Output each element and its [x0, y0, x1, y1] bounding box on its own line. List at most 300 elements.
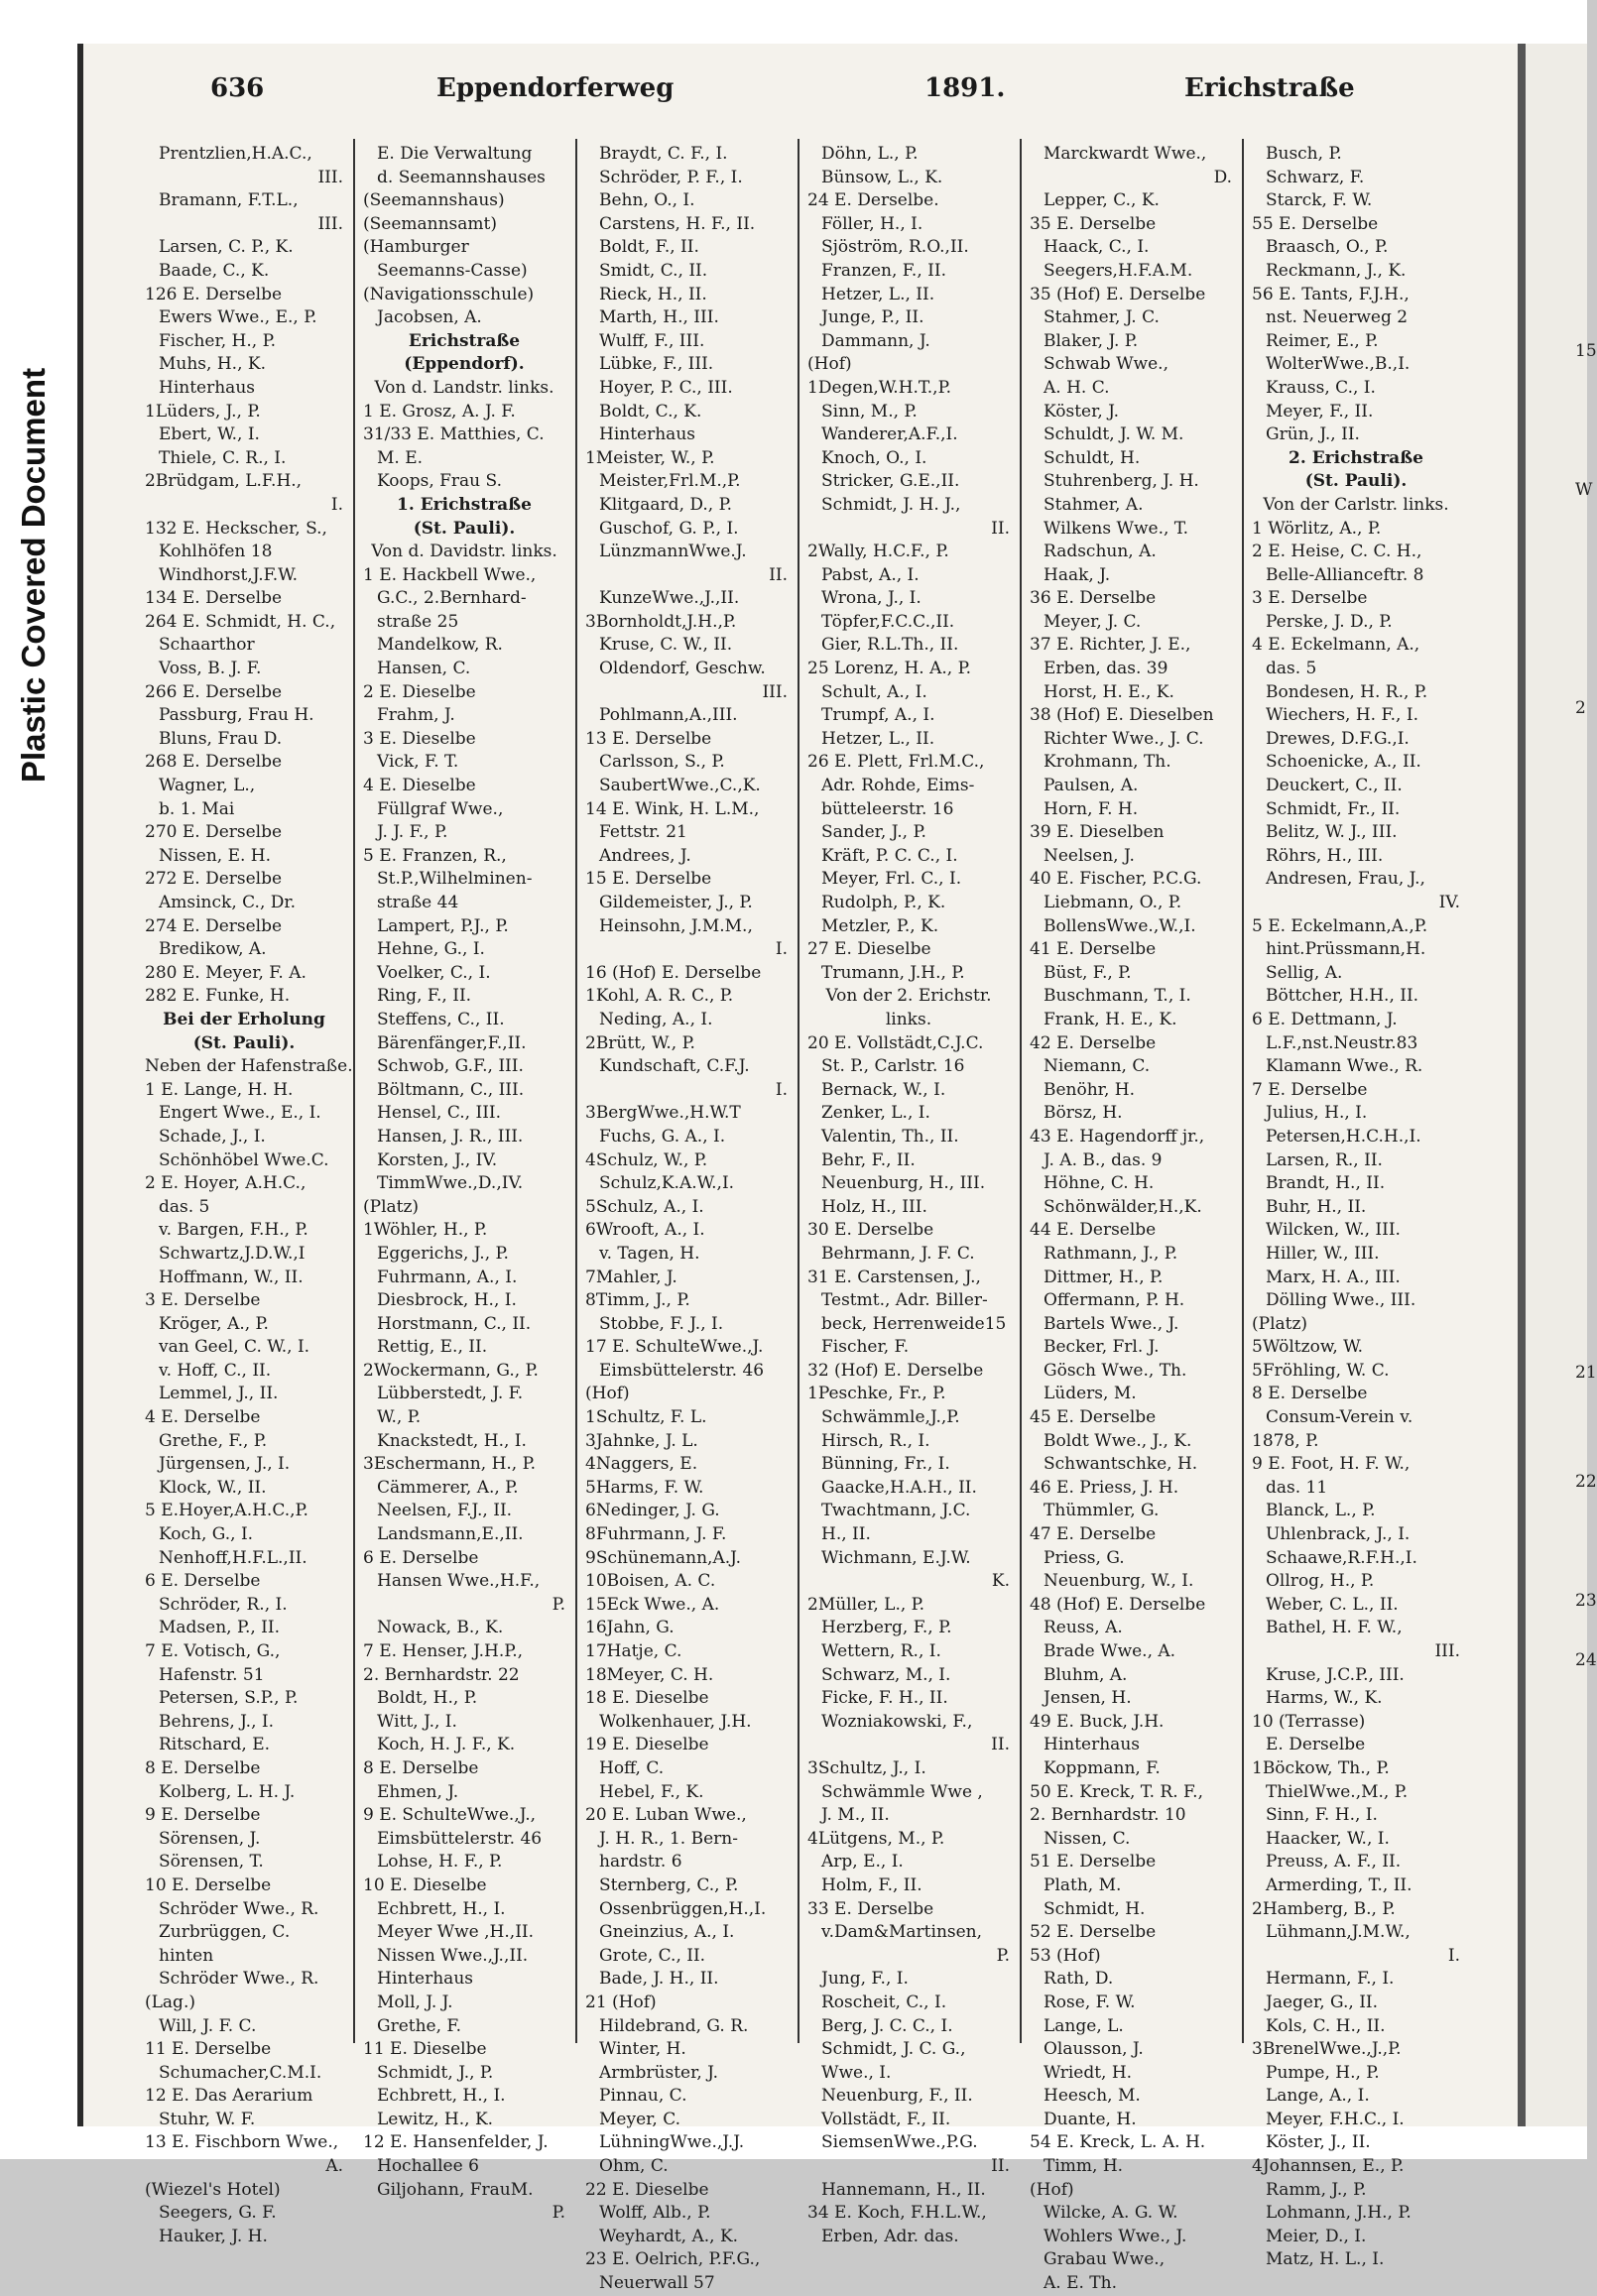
- directory-entry-line: Herzberg, F., P.: [821, 1618, 952, 1638]
- directory-entry-line: ThielWwe.,M., P.: [1266, 1781, 1409, 1802]
- directory-entry-line: Von der Carlstr. links.: [1263, 494, 1449, 515]
- directory-entry-line: G.C., 2.Bernhard-: [377, 588, 527, 609]
- directory-entry-line: 270 E. Derselbe: [145, 822, 283, 843]
- directory-entry-line: Stuhr, W. F.: [159, 2109, 256, 2129]
- directory-entry-line: Benöhr, H.: [1044, 1079, 1135, 1100]
- column-divider: [353, 139, 355, 2043]
- directory-entry-line: Fuhrmann, A., I.: [377, 1267, 518, 1287]
- directory-entry-line: 1Peschke, Fr., P.: [807, 1384, 946, 1404]
- directory-entry-line: IV.: [1438, 893, 1460, 912]
- directory-entry-line: Schröder, R., I.: [159, 1594, 288, 1615]
- directory-entry-line: Böltmann, C., III.: [377, 1079, 525, 1100]
- directory-entry-line: Hermann, F., I.: [1266, 1969, 1395, 1990]
- directory-entry-line: Wilcke, A. G. W.: [1044, 2203, 1178, 2224]
- directory-entry-line: Wanderer,A.F.,I.: [821, 424, 958, 445]
- directory-entry-line: Thiele, C. R., I.: [159, 447, 287, 468]
- directory-entry-line: Hildebrand, G. R.: [599, 2015, 749, 2036]
- directory-entry-line: St.P.,Wilhelminen-: [377, 869, 533, 890]
- adjacent-page-fragment: 23: [1575, 1591, 1597, 1611]
- directory-entry-line: hint.Prüssmann,H.: [1266, 939, 1426, 960]
- directory-entry-line: 44 E. Derselbe: [1030, 1220, 1157, 1241]
- directory-entry-line: Meier, D., I.: [1266, 2226, 1367, 2246]
- directory-entry-line: Grün, J., II.: [1266, 424, 1360, 445]
- directory-entry-line: Madsen, P., II.: [159, 1618, 281, 1638]
- directory-entry-line: Bredikow, A.: [159, 939, 267, 960]
- directory-entry-line: 9Schünemann,A.J.: [585, 1547, 742, 1568]
- directory-entry-line: Lübke, F., III.: [599, 354, 714, 375]
- directory-entry-line: 3Bornholdt,J.H.,P.: [585, 611, 737, 632]
- directory-entry-line: Fischer, H., P.: [159, 330, 276, 351]
- directory-entry-line: 4Schulz, W., P.: [585, 1149, 708, 1170]
- directory-entry-line: 4Johannsen, E., P.: [1252, 2156, 1405, 2177]
- directory-entry-line: Cämmerer, A., P.: [377, 1477, 519, 1498]
- directory-entry-line: Lepper, C., K.: [1044, 190, 1160, 211]
- directory-entry-line: Sternberg, C., P.: [599, 1874, 739, 1895]
- directory-entry-line: Timm, H.: [1044, 2156, 1124, 2177]
- directory-entry-line: v. Tagen, H.: [599, 1243, 700, 1264]
- directory-entry-line: Lampert, P.J., P.: [377, 915, 509, 936]
- page-number: 636: [210, 73, 265, 103]
- directory-entry-line: Von der 2. Erichstr.: [825, 986, 992, 1007]
- directory-entry-line: Hoffmann, W., II.: [159, 1267, 304, 1287]
- directory-entry-line: E. Derselbe: [1266, 1735, 1366, 1755]
- directory-entry-line: Köster, J.: [1044, 401, 1120, 422]
- directory-entry-line: Bluns, Frau D.: [159, 728, 283, 749]
- directory-entry-line: 15 E. Derselbe: [585, 869, 712, 890]
- directory-entry-line: Gaacke,H.A.H., II.: [821, 1477, 977, 1498]
- directory-entry-line: Höhne, C. H.: [1044, 1173, 1155, 1194]
- directory-entry-line: Guschof, G. P., I.: [599, 518, 739, 539]
- directory-entry-line: Wwe., I.: [821, 2062, 892, 2083]
- directory-entry-line: Hensel, C., III.: [377, 1103, 502, 1124]
- directory-entry-line: Engert Wwe., E., I.: [159, 1103, 321, 1124]
- directory-entry-line: Marx, H. A., III.: [1266, 1267, 1401, 1287]
- directory-entry-line: Blaker, J. P.: [1044, 330, 1139, 351]
- directory-entry-line: Gösch Wwe., Th.: [1044, 1360, 1187, 1381]
- directory-entry-line: 42 E. Derselbe: [1030, 1032, 1157, 1053]
- directory-entry-line: Krohmann, Th.: [1044, 752, 1171, 773]
- directory-entry-line: 2. Bernhardstr. 10: [1030, 1805, 1186, 1826]
- directory-entry-line: Thümmler, G.: [1044, 1501, 1160, 1521]
- directory-entry-line: das. 11: [1266, 1477, 1328, 1498]
- directory-entry-line: 32 (Hof) E. Derselbe: [807, 1360, 984, 1381]
- directory-entry-line: straße 25: [377, 611, 459, 632]
- directory-entry-line: Eimsbüttelerstr. 46: [599, 1360, 765, 1381]
- directory-entry-line: Windhorst,J.F.W.: [159, 564, 299, 585]
- directory-entry-line: 1 Wörlitz, A., P.: [1252, 518, 1382, 539]
- directory-entry-line: J. J. F., P.: [377, 822, 448, 843]
- directory-entry-line: Wrona, J., I.: [821, 588, 921, 609]
- directory-entry-line: Stahmer, A.: [1044, 494, 1144, 515]
- directory-entry-line: Mandelkow, R.: [377, 635, 503, 656]
- directory-entry-line: 1Schultz, F. L.: [585, 1407, 707, 1428]
- directory-entry-line: 5 E.Hoyer,A.H.C.,P.: [145, 1501, 308, 1521]
- directory-entry-line: Hetzer, L., II.: [821, 284, 935, 304]
- directory-entry-line: Hochallee 6: [377, 2156, 479, 2177]
- directory-entry-line: Schade, J., I.: [159, 1126, 266, 1147]
- directory-entry-line: Olausson, J.: [1044, 2039, 1144, 2060]
- directory-entry-line: 19 E. Dieselbe: [585, 1735, 709, 1755]
- directory-entry-line: Frank, H. E., K.: [1044, 1009, 1177, 1029]
- directory-entry-line: Knoch, O., I.: [821, 447, 927, 468]
- directory-entry-line: Schröder, P. F., I.: [599, 167, 743, 187]
- directory-entry-line: Kruse, C. W., II.: [599, 635, 733, 656]
- directory-entry-line: Wilkens Wwe., T.: [1044, 518, 1189, 539]
- directory-entry-line: A. E. Th.: [1044, 2273, 1117, 2294]
- directory-entry-line: Gier, R.L.Th., II.: [821, 635, 959, 656]
- directory-entry-line: 2. Erichstraße: [1289, 447, 1423, 468]
- directory-entry-line: Stricker, G.E.,II.: [821, 471, 960, 492]
- directory-entry-line: Hannemann, H., II.: [821, 2179, 986, 2200]
- directory-entry-line: Neuenburg, H., III.: [821, 1173, 986, 1194]
- directory-entry-line: 6 E. Dettmann, J.: [1252, 1009, 1398, 1029]
- directory-entry-line: Ebert, W., I.: [159, 424, 260, 445]
- directory-entry-line: 272 E. Derselbe: [145, 869, 283, 890]
- directory-entry-line: (Seemannsamt): [363, 213, 497, 234]
- directory-entry-line: J. H. R., 1. Bern-: [599, 1828, 738, 1849]
- directory-entry-line: Wichmann, E.J.W.: [821, 1547, 971, 1568]
- directory-entry-line: LünzmannWwe.J.: [599, 542, 747, 562]
- directory-entry-line: Seemanns-Casse): [377, 260, 528, 281]
- column-1: [145, 143, 353, 2246]
- directory-entry-line: 38 (Hof) E. Dieselben: [1030, 705, 1214, 726]
- directory-entry-line: 1Kohl, A. R. C., P.: [585, 986, 734, 1007]
- directory-entry-line: Schwarz, F.: [1266, 167, 1365, 187]
- directory-entry-line: Kohlhöfen 18: [159, 542, 273, 562]
- directory-entry-line: 10Boisen, A. C.: [585, 1571, 716, 1592]
- directory-entry-line: Füllgraf Wwe.,: [377, 798, 504, 819]
- directory-entry-line: 1878, P.: [1252, 1430, 1319, 1451]
- directory-entry-line: 5Harms, F. W.: [585, 1477, 704, 1498]
- directory-entry-line: Meister,Frl.M.,P.: [599, 471, 741, 492]
- directory-entry-line: M. E.: [377, 447, 424, 468]
- directory-entry-line: Heinsohn, J.M.M.,: [599, 915, 753, 936]
- directory-entry-line: Wiechers, H. F., I.: [1266, 705, 1418, 726]
- directory-entry-line: III.: [317, 167, 343, 187]
- directory-entry-line: 7Mahler, J.: [585, 1267, 677, 1287]
- directory-entry-line: beck, Herrenweide15: [821, 1313, 1007, 1334]
- directory-entry-line: I.: [775, 1079, 788, 1100]
- directory-entry-line: 6 E. Derselbe: [363, 1547, 479, 1568]
- directory-entry-line: Passburg, Frau H.: [159, 705, 314, 726]
- directory-entry-line: (Eppendorf).: [404, 354, 525, 375]
- directory-entry-line: Hetzer, L., II.: [821, 728, 935, 749]
- directory-entry-line: Boldt, C., K.: [599, 401, 702, 422]
- directory-entry-line: 1 E. Grosz, A. J. F.: [363, 401, 516, 422]
- directory-entry-line: SaubertWwe.,C.,K.: [599, 776, 761, 796]
- directory-entry-line: links.: [885, 1009, 932, 1029]
- directory-entry-line: Rathmann, J., P.: [1044, 1243, 1178, 1264]
- directory-entry-line: Fettstr. 21: [599, 822, 687, 843]
- directory-entry-line: Schumacher,C.M.I.: [159, 2062, 322, 2083]
- directory-entry-line: straße 44: [377, 893, 459, 912]
- directory-entry-line: Lemmel, J., II.: [159, 1384, 279, 1404]
- directory-entry-line: Offermann, P. H.: [1044, 1290, 1185, 1311]
- directory-entry-line: Schaawe,R.F.H.,I.: [1266, 1547, 1417, 1568]
- directory-entry-line: Schult, A., I.: [821, 681, 927, 702]
- directory-entry-line: Busch, P.: [1266, 144, 1342, 164]
- directory-entry-line: Priess, G.: [1044, 1547, 1125, 1568]
- directory-entry-line: Hinterhaus: [599, 424, 695, 445]
- directory-entry-line: Büst, F., P.: [1044, 962, 1132, 983]
- directory-entry-line: Dölling Wwe., III.: [1266, 1290, 1416, 1311]
- binding-shadow: [1518, 44, 1526, 2126]
- directory-entry-line: Kols, C. H., II.: [1266, 2015, 1386, 2036]
- directory-entry-line: Braydt, C. F., I.: [599, 144, 728, 164]
- directory-entry-line: W., P.: [377, 1407, 422, 1428]
- directory-entry-line: II.: [769, 564, 788, 585]
- directory-entry-line: Larsen, R., II.: [1266, 1149, 1383, 1170]
- directory-entry-line: Ficke, F. H., II.: [821, 1688, 948, 1709]
- adjacent-page-fragment: 24: [1575, 1650, 1597, 1670]
- directory-entry-line: Starck, F. W.: [1266, 190, 1373, 211]
- directory-entry-line: Schmidt, H.: [1044, 1898, 1146, 1919]
- directory-entry-line: WolterWwe.,B.,I.: [1266, 354, 1411, 375]
- directory-entry-line: 17 E. SchulteWwe.,J.: [585, 1337, 764, 1358]
- directory-entry-line: Testmt., Adr. Biller-: [821, 1290, 988, 1311]
- directory-entry-line: nst. Neuerweg 2: [1266, 307, 1409, 328]
- directory-entry-line: II.: [991, 1735, 1010, 1755]
- directory-entry-line: 13 E. Derselbe: [585, 728, 712, 749]
- directory-entry-line: Vollstädt, F., II.: [821, 2109, 951, 2129]
- directory-entry-line: Bei der Erholung: [163, 1009, 325, 1029]
- directory-entry-line: 15Eck Wwe., A.: [585, 1594, 720, 1615]
- directory-entry-line: Echbrett, H., I.: [377, 1898, 506, 1919]
- directory-entry-line: Metzler, P., K.: [821, 915, 939, 936]
- directory-entry-line: Schwab Wwe.,: [1044, 354, 1168, 375]
- directory-entry-line: (St. Pauli).: [413, 518, 516, 539]
- directory-entry-line: Pabst, A., I.: [821, 564, 920, 585]
- directory-entry-line: Meyer Wwe ,H.,II.: [377, 1922, 535, 1943]
- column-3: [585, 143, 788, 2294]
- directory-entry-line: K.: [991, 1571, 1010, 1592]
- directory-entry-line: 4Naggers, E.: [585, 1454, 698, 1475]
- directory-entry-line: 3BergWwe.,H.W.T: [585, 1103, 741, 1124]
- directory-entry-line: Andrees, J.: [599, 845, 691, 866]
- directory-entry-line: 20 E. Vollstädt,C.J.C.: [807, 1032, 984, 1053]
- directory-entry-line: Boldt, H., P.: [377, 1688, 478, 1709]
- adjacent-page-fragment: 21: [1575, 1363, 1597, 1383]
- directory-entry-line: Prentzlien,H.A.C.,: [159, 144, 312, 164]
- directory-entry-line: 3 E. Derselbe: [1252, 588, 1368, 609]
- directory-entry-line: 24 E. Derselbe.: [807, 190, 939, 211]
- column-divider: [798, 139, 799, 2043]
- directory-entry-line: E. Die Verwaltung: [377, 144, 533, 164]
- directory-entry-line: Wozniakowski, F.,: [821, 1711, 973, 1732]
- directory-entry-line: Andresen, Frau, J.,: [1266, 869, 1425, 890]
- directory-entry-line: Ossenbrüggen,H.,I.: [599, 1898, 767, 1919]
- directory-entry-line: (Lag.): [145, 1992, 195, 2012]
- directory-entry-line: Schönhöbel Wwe.C.: [159, 1149, 329, 1170]
- directory-entry-line: Voss, B. J. F.: [159, 659, 262, 679]
- directory-entry-line: 280 E. Meyer, F. A.: [145, 962, 307, 983]
- adjacent-page-fragment: 2: [1575, 698, 1586, 718]
- directory-entry-line: (Platz): [363, 1196, 420, 1217]
- directory-entry-line: 49 E. Buck, J.H.: [1030, 1711, 1165, 1732]
- directory-entry-line: Ramm, J., P.: [1266, 2179, 1367, 2200]
- directory-entry-line: Muhs, H., K.: [159, 354, 266, 375]
- adjacent-page-fragment: 22: [1575, 1472, 1597, 1492]
- directory-entry-line: Hehne, G., I.: [377, 939, 485, 960]
- directory-entry-line: 1 E. Hackbell Wwe.,: [363, 564, 537, 585]
- directory-entry-line: Smidt, C., II.: [599, 260, 708, 281]
- directory-entry-line: Sellig, A.: [1266, 962, 1343, 983]
- directory-entry-line: Lewitz, H., K.: [377, 2109, 494, 2129]
- directory-entry-line: 20 E. Luban Wwe.,: [585, 1805, 747, 1826]
- directory-entry-line: Zenker, L., I.: [821, 1103, 930, 1124]
- directory-entry-line: v. Bargen, F.H., P.: [159, 1220, 308, 1241]
- directory-entry-line: 23 E. Oelrich, P.F.G.,: [585, 2249, 761, 2270]
- directory-entry-line: 9 E. Foot, H. F. W.,: [1252, 1454, 1411, 1475]
- directory-entry-line: 22 E. Dieselbe: [585, 2179, 709, 2200]
- directory-entry-line: 35 (Hof) E. Derselbe: [1030, 284, 1206, 304]
- directory-entry-line: Nowack, B., K.: [377, 1618, 504, 1638]
- side-label: [14, 298, 54, 853]
- directory-entry-line: Landsmann,E.,II.: [377, 1524, 524, 1545]
- directory-entry-line: Meyer, F.H.C., I.: [1266, 2109, 1405, 2129]
- directory-entry-line: Nissen, E. H.: [159, 845, 272, 866]
- directory-entry-line: Jung, F., I.: [821, 1969, 909, 1990]
- directory-entry-line: 45 E. Derselbe: [1030, 1407, 1157, 1428]
- directory-entry-line: d. Seemannshauses: [377, 167, 546, 187]
- directory-entry-line: Seegers,H.F.A.M.: [1044, 260, 1193, 281]
- directory-entry-line: Wagner, L.,: [159, 776, 256, 796]
- directory-entry-line: Petersen,H.C.H.,I.: [1266, 1126, 1421, 1147]
- column-divider: [1020, 139, 1022, 2043]
- directory-entry-line: Wriedt, H.: [1044, 2062, 1133, 2083]
- directory-entry-line: 3Jahnke, J. L.: [585, 1430, 698, 1451]
- directory-entry-line: H., II.: [821, 1524, 871, 1545]
- column-5: [1030, 143, 1232, 2294]
- directory-entry-line: Hauker, J. H.: [159, 2226, 268, 2246]
- directory-entry-line: 1. Erichstraße: [397, 494, 532, 515]
- directory-entry-line: Bluhm, A.: [1044, 1664, 1128, 1685]
- directory-entry-line: (Hamburger: [363, 237, 469, 258]
- directory-entry-line: Rose, F. W.: [1044, 1992, 1136, 2012]
- directory-entry-line: (Platz): [1252, 1313, 1308, 1334]
- directory-entry-line: Börsz, H.: [1044, 1103, 1123, 1124]
- directory-entry-line: 11 E. Derselbe: [145, 2039, 272, 2060]
- directory-entry-line: 4Lütgens, M., P.: [807, 1828, 945, 1849]
- directory-entry-line: 268 E. Derselbe: [145, 752, 283, 773]
- directory-entry-line: Roscheit, C., I.: [821, 1992, 947, 2012]
- directory-entry-line: Steffens, C., II.: [377, 1009, 505, 1029]
- directory-entry-line: 10 E. Derselbe: [145, 1874, 272, 1895]
- directory-entry-line: Kolberg, L. H. J.: [159, 1781, 296, 1802]
- directory-entry-line: Krauss, C., I.: [1266, 377, 1376, 398]
- directory-entry-line: Lange, A., I.: [1266, 2086, 1370, 2107]
- directory-entry-line: Meyer, Frl. C., I.: [821, 869, 962, 890]
- directory-entry-line: Stahmer, J. C.: [1044, 307, 1160, 328]
- directory-entry-line: L.F.,nst.Neustr.83: [1266, 1032, 1418, 1053]
- directory-entry-line: Hansen, C.: [377, 659, 471, 679]
- directory-entry-line: 1 E. Lange, H. H.: [145, 1079, 294, 1100]
- directory-entry-line: Sinn, M., P.: [821, 401, 918, 422]
- directory-entry-line: bütteleerstr. 16: [821, 798, 954, 819]
- directory-entry-line: Bade, J. H., II.: [599, 1969, 719, 1990]
- directory-entry-line: Nissen Wwe.,J.,II.: [377, 1945, 529, 1966]
- directory-entry-line: 54 E. Kreck, L. A. H.: [1030, 2132, 1206, 2153]
- directory-entry-line: 26 E. Plett, Frl.M.C.,: [807, 752, 985, 773]
- directory-entry-line: Wilcken, W., III.: [1266, 1220, 1401, 1241]
- directory-entry-line: 2Müller, L., P.: [807, 1594, 925, 1615]
- directory-entry-line: Belle-Allianceftr. 8: [1266, 564, 1424, 585]
- directory-entry-line: Bramann, F.T.L.,: [159, 190, 299, 211]
- directory-entry-line: Dammann, J.: [821, 330, 930, 351]
- directory-entry-line: Belitz, W. J., III.: [1266, 822, 1398, 843]
- directory-entry-line: Buhr, H., II.: [1266, 1196, 1367, 1217]
- directory-entry-line: Rieck, H., II.: [599, 284, 707, 304]
- street-heading-left: Eppendorferweg: [436, 73, 675, 103]
- directory-entry-line: Lohmann, J.H., P.: [1266, 2203, 1412, 2224]
- directory-entry-line: Jensen, H.: [1044, 1688, 1132, 1709]
- directory-entry-line: Weyhardt, A., K.: [599, 2226, 739, 2246]
- directory-entry-line: Buschmann, T., I.: [1044, 986, 1191, 1007]
- directory-entry-line: 2 E. Heise, C. C. H.,: [1252, 542, 1422, 562]
- directory-entry-line: 282 E. Funke, H.: [145, 986, 291, 1007]
- column-6: [1252, 143, 1460, 2270]
- directory-entry-line: Lübberstedt, J. F.: [377, 1384, 524, 1404]
- directory-entry-line: 47 E. Derselbe: [1030, 1524, 1157, 1545]
- directory-entry-line: 4 E. Dieselbe: [363, 776, 476, 796]
- directory-entry-line: 132 E. Heckscher, S.,: [145, 518, 327, 539]
- directory-entry-line: Kundschaft, C.F.J.: [599, 1056, 750, 1077]
- directory-entry-line: Bernack, W., I.: [821, 1079, 946, 1100]
- directory-entry-line: Adr. Rohde, Eims-: [821, 776, 975, 796]
- directory-entry-line: Grote, C., II.: [599, 1945, 706, 1966]
- directory-entry-line: 14 E. Wink, H. L.M.,: [585, 798, 760, 819]
- directory-entry-line: Witt, J., I.: [377, 1711, 457, 1732]
- directory-entry-line: Gneinzius, A., I.: [599, 1922, 735, 1943]
- directory-entry-line: Dittmer, H., P.: [1044, 1267, 1164, 1287]
- directory-entry-line: Hansen Wwe.,H.F.,: [377, 1571, 541, 1592]
- directory-entry-line: Bünning, Fr., I.: [821, 1454, 950, 1475]
- directory-entry-line: Horst, H. E., K.: [1044, 681, 1174, 702]
- directory-entry-line: Eimsbüttelerstr. 46: [377, 1828, 543, 1849]
- directory-entry-line: Fischer, F.: [821, 1337, 910, 1358]
- directory-entry-line: P.: [552, 1594, 565, 1615]
- directory-entry-line: Koops, Frau S.: [377, 471, 502, 492]
- directory-entry-line: Bartels Wwe., J.: [1044, 1313, 1179, 1334]
- directory-entry-line: 7 E. Votisch, G.,: [145, 1641, 281, 1661]
- directory-entry-line: II.: [991, 518, 1010, 539]
- directory-entry-line: Schuldt, J. W. M.: [1044, 424, 1184, 445]
- directory-entry-line: Holz, H., III.: [821, 1196, 927, 1217]
- directory-entry-line: 8 E. Derselbe: [145, 1757, 261, 1778]
- directory-entry-line: 2Hamberg, B., P.: [1252, 1898, 1396, 1919]
- directory-entry-line: Bathel, H. F. W.,: [1266, 1618, 1403, 1638]
- directory-entry-line: b. 1. Mai: [159, 798, 235, 819]
- directory-entry-line: Pinnau, C.: [599, 2086, 687, 2107]
- directory-entry-line: Trumpf, A., I.: [821, 705, 935, 726]
- column-2: [363, 143, 565, 2224]
- directory-entry-line: (Hof): [1030, 2179, 1074, 2200]
- directory-entry-line: 12 E. Hansenfelder, J.: [363, 2132, 549, 2153]
- directory-entry-line: Ewers Wwe., E., P.: [159, 307, 317, 328]
- directory-entry-line: Brandt, H., II.: [1266, 1173, 1386, 1194]
- directory-entry-line: Meyer, F., II.: [1266, 401, 1374, 422]
- directory-entry-line: Marth, H., III.: [599, 307, 719, 328]
- directory-entry-line: Haack, C., I.: [1044, 237, 1150, 258]
- directory-entry-line: 274 E. Derselbe: [145, 915, 283, 936]
- directory-entry-line: Marckwardt Wwe.,: [1044, 144, 1207, 164]
- side-label-text: Plastic Covered Document: [15, 367, 52, 784]
- directory-entry-line: 5Fröhling, W. C.: [1252, 1360, 1390, 1381]
- directory-entry-line: Schmidt, J. C. G.,: [821, 2039, 966, 2060]
- directory-entry-line: Koch, H. J. F., K.: [377, 1735, 516, 1755]
- directory-entry-line: Schröder Wwe., R.: [159, 1969, 319, 1990]
- directory-entry-line: (St. Pauli).: [192, 1032, 296, 1053]
